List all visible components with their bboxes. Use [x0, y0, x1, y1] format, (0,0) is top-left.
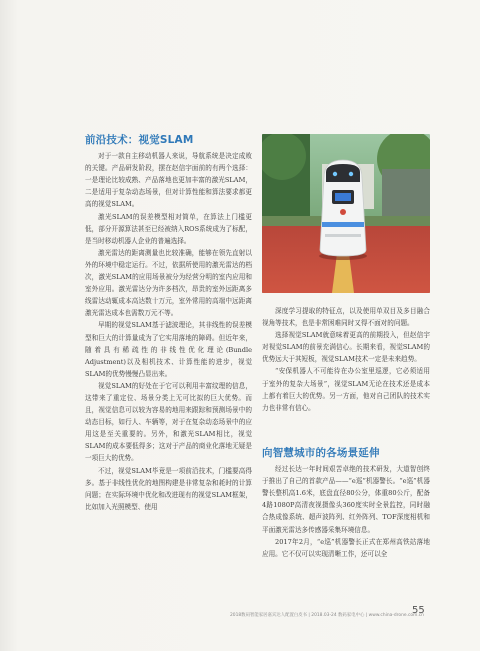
right-column	[262, 305, 430, 414]
robot-photo	[262, 134, 430, 293]
paragraph: 对于一款自主移动机器人来说，导航系统是决定成败的关键。产品研发阶段，摆在赵信宇面前的有两个选择：一是理论比较成熟、产品落地也更加丰富的激光SLAM，二是适用于复杂动态场景，但对计算性能和算法要求都更高的视觉SLAM。	[85, 152, 252, 209]
paragraph: 深度学习提取的特征点，以及使用单双目及多目融合视角等技术，也是非常困难同时又得不面对的问题。	[262, 307, 430, 328]
paragraph: 激光雷达的距离测量也比较准确，能够在领先直射以外的环境中稳定运行。不过，依据所使用的激光雷达的档次，激光SLAM的应用场景被分为经营分明的室内应用和室外应用。激光雷达分为许多档次，昂贵的室外远距离多线雷达动辄成本高达数十万元，室外常用的高端中远距离激光雷达成本也需数万元不等。	[85, 248, 252, 318]
paragraph: 不过，视觉SLAM毕竟是一项前沿技术，门槛要高得多。基于非线性优化的地图构建是非常复杂和耗时的计算问题；在实际环境中优化和改进现有的视觉SLAM框架，比如加入光照模型、使用	[85, 466, 252, 511]
paragraph: 经过长达一年时间艰苦卓绝的技术研发，大道智创终于推出了自己的首款产品——“e巡”机器警长。“e巡”机器警长整机高1.6米，底盘直径80公分，体重80公斤，配备4路1080P高清夜视摄像头360度实时全景监控，同时融合热成像系统、超声波阵列、红外阵列、TOF深度相机和平面激光雷达多传感器采集环境信息。	[262, 465, 430, 534]
section-title-visual-slam: 前沿技术：视觉SLAM	[85, 134, 194, 146]
page-footer: 2018数码智能家居嘉宾达人配置白皮书 | 2018.03-24 数码家电中心 | www.china-drone.com.cn	[230, 613, 424, 618]
page-number: 55	[412, 605, 425, 616]
paragraph: 选择视觉SLAM就意味着更高的前期投入，但赵信宇对视觉SLAM的前景充满信心。长期来看，视觉SLAM的优势远大于其短板，视觉SLAM技术一定是未来趋势。	[262, 331, 430, 364]
paragraph: “安保机器人不可能待在办公室里巡逻，它必须适用于室外的复杂大场景”，视觉SLAM无论在技术还是成本上都有着巨大的优势。另一方面，他对自己团队的技术实力也非常有信心。	[262, 367, 430, 412]
paragraph: 激光SLAM的误差模型相对简单，在算法上门槛更低，部分开源算法甚至已经被纳入ROS系统成为了标配，是当时移动机器人企业的普遍选择。	[85, 212, 252, 245]
paragraph: 2017年2月，“e巡”机器警长正式在郑州高铁站落地应用。它不仅可以实现清晰工作，还可以全	[262, 537, 430, 558]
paragraph: 视觉SLAM的好处在于它可以利用丰富纹理的信息，这带来了重定位、场景分类上无可比拟的巨大优势。而且，视觉信息可以较为容易的地用来跟踪和预测场景中的动态目标，如行人、车辆等，对于在复杂动态场景中的应用这是至关重要的。另外，和激光SLAM相比，视觉SLAM的成本要低得多；这对于产品的商业化落地无疑是一项巨大的优势。	[85, 381, 252, 463]
left-column	[85, 134, 252, 513]
right-column-section2	[262, 447, 430, 560]
section-title-smart-city: 向智慧城市的各场景延伸	[262, 447, 380, 459]
paragraph: 早期的视觉SLAM基于滤波理论，其非线性的误差模型和巨大的计算量成为了它实用落地的障碍。但近年来，随着具有稀疏性的非线性优化理论(Bundle Adjustment)以及相机技术、计算性能的进步，视觉SLAM的优势慢慢凸显出来。	[85, 321, 252, 378]
robot-illustration	[262, 134, 430, 293]
